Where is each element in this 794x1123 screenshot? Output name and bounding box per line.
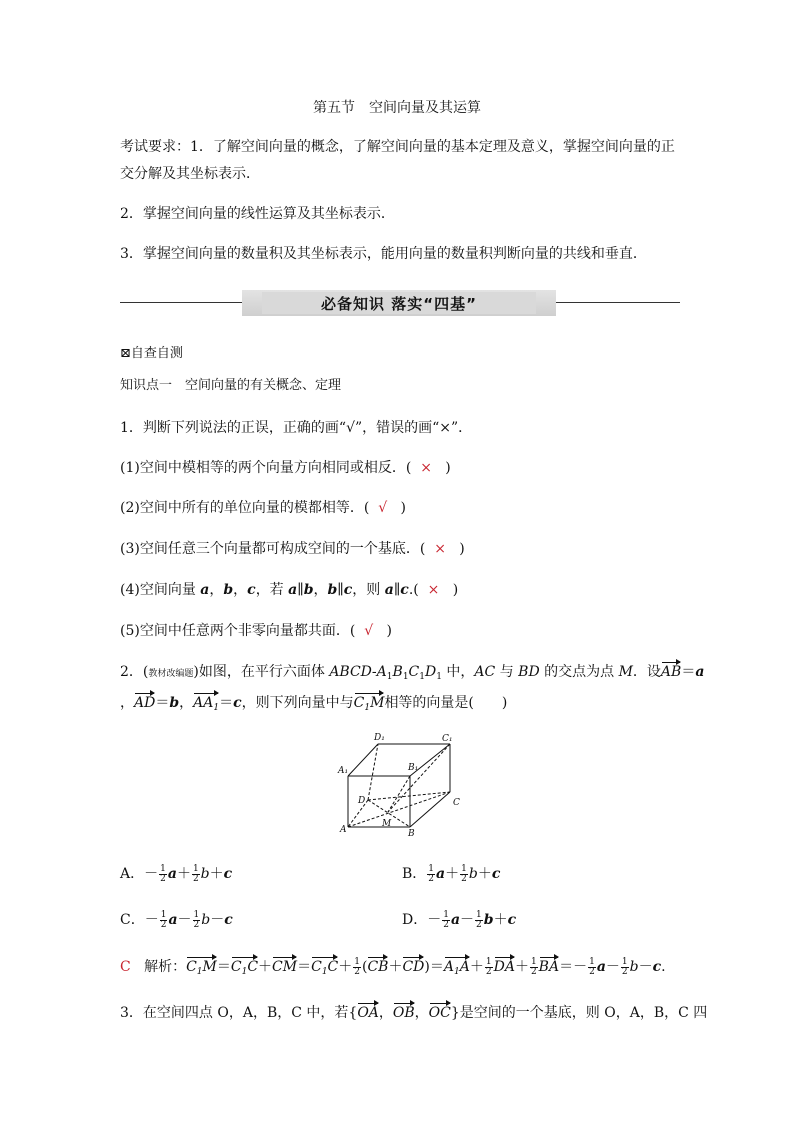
- option-A: A．－ $\frac{1}{2}$ a＋ $\frac{1}{2}$ b＋c: [120, 863, 233, 884]
- label-C1: C₁: [442, 734, 453, 744]
- label-C: C: [453, 798, 460, 808]
- q1-stem: 1．判断下列说法的正误，正确的画“√”，错误的画“×”．: [120, 420, 473, 436]
- label-D: D: [358, 796, 366, 806]
- label-B: B: [408, 829, 415, 839]
- label-M: M: [382, 819, 392, 829]
- answer-mark: ×: [427, 582, 440, 598]
- label-A: A: [340, 825, 347, 835]
- q2-analysis: C 解析：$C_1M=C_1C+CM=C_1C+$ $\frac{1}{2}$ $(CB+CD)=A_1A+$ $\frac{1}{2}$ DA＋ $\frac{1}{2}$ BA＝－ $\frac{1}{2}$ a－ $\frac{1}{2}$ b－c.: [120, 957, 666, 982]
- q3-line-1: 3．在空间四点 O，A，B，C 中，若{OA，OB，OC}是空间的一个基底，则 O，A，B，C 四: [120, 1005, 708, 1021]
- label-D1: D₁: [374, 733, 385, 743]
- parallelepiped-figure: [338, 730, 458, 840]
- requirement-line-2: 交分解及其坐标表示．: [120, 166, 260, 182]
- option-D: D．－ $\frac{1}{2}$ a－ $\frac{1}{2}$ b＋c: [402, 909, 517, 930]
- q2-line-1: 2．(教材改编题)如图，在平行六面体 ABCD-$A_1B_1C_1D_1$ 中，AC 与 BD 的交点为点 M．设AB＝a: [120, 664, 705, 682]
- q2-tag: 教材改编题: [148, 669, 194, 679]
- q1-item-2: (2)空间中所有的单位向量的模都相等．( √ ): [120, 500, 406, 516]
- page-title: 第五节 空间向量及其运算: [313, 100, 481, 116]
- answer-mark: ×: [434, 541, 446, 557]
- answer-mark: √: [378, 500, 388, 516]
- label-A1: A₁: [338, 766, 349, 776]
- section-banner: 必备知识 落实“四基”: [321, 295, 477, 313]
- answer-mark: ×: [420, 460, 432, 476]
- label-B1: B₁: [408, 763, 419, 773]
- banner-rule-left: [120, 302, 242, 303]
- q1-item-4: (4)空间向量 a，b，c，若 a∥b，b∥c，则 a∥c.( × ): [120, 582, 459, 598]
- requirement-line-3: 2．掌握空间向量的线性运算及其坐标表示．: [120, 206, 395, 222]
- q2-line-2: ，AD＝b，$AA_1=c$，则下列向量中与$C_1M$相等的向量是( ): [120, 693, 507, 718]
- q1-item-3: (3)空间任意三个向量都可构成空间的一个基底．( × ): [120, 541, 465, 557]
- banner-rule-right: [556, 302, 680, 303]
- answer-mark: √: [364, 623, 374, 639]
- requirement-line-1: 考试要求：1．了解空间向量的概念，了解空间向量的基本定理及意义，掌握空间向量的正: [120, 139, 675, 155]
- option-C: C．－ $\frac{1}{2}$ a－ $\frac{1}{2}$ b－c: [120, 909, 233, 930]
- requirement-line-4: 3．掌握空间向量的数量积及其坐标表示，能用向量的数量积判断向量的共线和垂直．: [120, 246, 647, 262]
- option-B: B． $\frac{1}{2}$ a＋ $\frac{1}{2}$ b＋c: [402, 863, 501, 884]
- q1-item-1: (1)空间中模相等的两个向量方向相同或相反．( × ): [120, 460, 451, 476]
- section-label: ⊠自查自测: [120, 346, 183, 361]
- knowledge-point-heading: 知识点一 空间向量的有关概念、定理: [120, 378, 342, 393]
- q1-item-5: (5)空间中任意两个非零向量都共面．( √ ): [120, 623, 392, 639]
- answer-letter: C: [120, 959, 131, 975]
